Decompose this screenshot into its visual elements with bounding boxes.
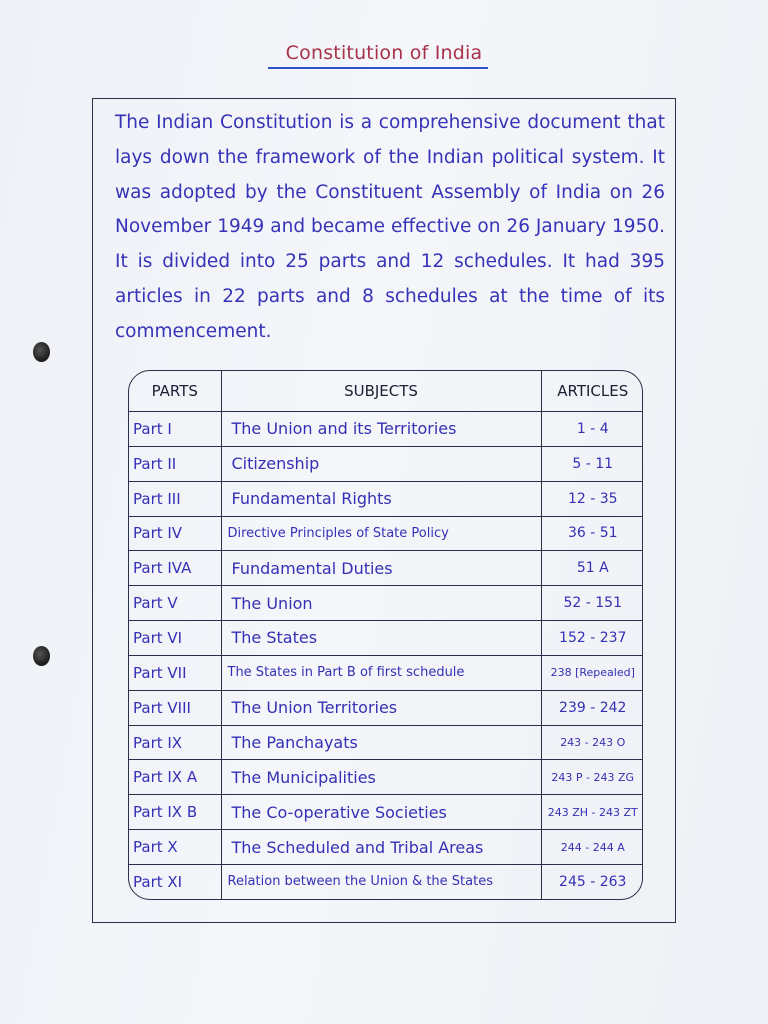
articles-cell: 152 - 237: [541, 621, 643, 656]
intro-paragraph: The Indian Constitution is a comprehensive document that lays down the framework of the Indian political system. It was adopted by the Constituent Assembly of India on 26 November 1949 and became effective on 26 January 1950. It is divided into 25 parts and 12 schedules. It had 395 articles in 22 parts and 8 schedules at the time of its commencement.: [115, 112, 665, 342]
table-row: [129, 621, 643, 656]
page-title: Constitution of India: [285, 42, 483, 64]
table-row: [129, 481, 643, 516]
part-cell: Part V: [129, 586, 221, 621]
header-subjects: SUBJECTS: [221, 371, 541, 412]
part-cell: Part IV: [129, 516, 221, 551]
title-underline: [268, 67, 488, 69]
subject-cell: The Union and its Territories: [221, 412, 541, 447]
table-row: [129, 864, 643, 899]
table-row: [129, 412, 643, 447]
articles-cell: 238 [Repealed]: [541, 655, 643, 690]
subject-cell: The Municipalities: [221, 760, 541, 795]
articles-cell: 244 - 244 A: [541, 830, 643, 865]
articles-cell: 52 - 151: [541, 586, 643, 621]
table-row: [129, 655, 643, 690]
subject-cell: Relation between the Union & the States: [221, 864, 541, 899]
articles-cell: 243 - 243 O: [541, 725, 643, 760]
table-row: [129, 795, 643, 830]
subject-cell: Fundamental Duties: [221, 551, 541, 586]
punch-hole-bottom: [33, 646, 50, 666]
subject-cell: The Union: [221, 586, 541, 621]
part-cell: Part IX B: [129, 795, 221, 830]
table-row: [129, 830, 643, 865]
articles-cell: 245 - 263: [541, 864, 643, 899]
part-cell: Part XI: [129, 864, 221, 899]
header-articles: ARTICLES: [541, 371, 643, 412]
articles-cell: 239 - 242: [541, 690, 643, 725]
subject-cell: The Co-operative Societies: [221, 795, 541, 830]
part-cell: Part IVA: [129, 551, 221, 586]
articles-cell: 243 ZH - 243 ZT: [541, 795, 643, 830]
subject-cell: The Panchayats: [221, 725, 541, 760]
part-cell: Part II: [129, 446, 221, 481]
table-row: [129, 551, 643, 586]
table-header-row: [129, 371, 643, 412]
articles-cell: 12 - 35: [541, 481, 643, 516]
articles-cell: 243 P - 243 ZG: [541, 760, 643, 795]
subject-cell: Citizenship: [221, 446, 541, 481]
part-cell: Part VIII: [129, 690, 221, 725]
subject-cell: Fundamental Rights: [221, 481, 541, 516]
table-row: [129, 690, 643, 725]
subject-cell: The States: [221, 621, 541, 656]
part-cell: Part IX A: [129, 760, 221, 795]
articles-cell: 5 - 11: [541, 446, 643, 481]
part-cell: Part VI: [129, 621, 221, 656]
table-row: [129, 760, 643, 795]
part-cell: Part X: [129, 830, 221, 865]
part-cell: Part IX: [129, 725, 221, 760]
subject-cell: The States in Part B of first schedule: [221, 655, 541, 690]
subject-cell: The Union Territories: [221, 690, 541, 725]
part-cell: Part VII: [129, 655, 221, 690]
articles-cell: 51 A: [541, 551, 643, 586]
articles-cell: 1 - 4: [541, 412, 643, 447]
table-row: [129, 725, 643, 760]
part-cell: Part III: [129, 481, 221, 516]
subject-cell: The Scheduled and Tribal Areas: [221, 830, 541, 865]
table-row: [129, 516, 643, 551]
parts-table-frame: [128, 370, 643, 900]
articles-cell: 36 - 51: [541, 516, 643, 551]
parts-table: [129, 371, 643, 899]
table-row: [129, 586, 643, 621]
table-row: [129, 446, 643, 481]
header-parts: PARTS: [129, 371, 221, 412]
part-cell: Part I: [129, 412, 221, 447]
subject-cell: Directive Principles of State Policy: [221, 516, 541, 551]
punch-hole-top: [33, 342, 50, 362]
